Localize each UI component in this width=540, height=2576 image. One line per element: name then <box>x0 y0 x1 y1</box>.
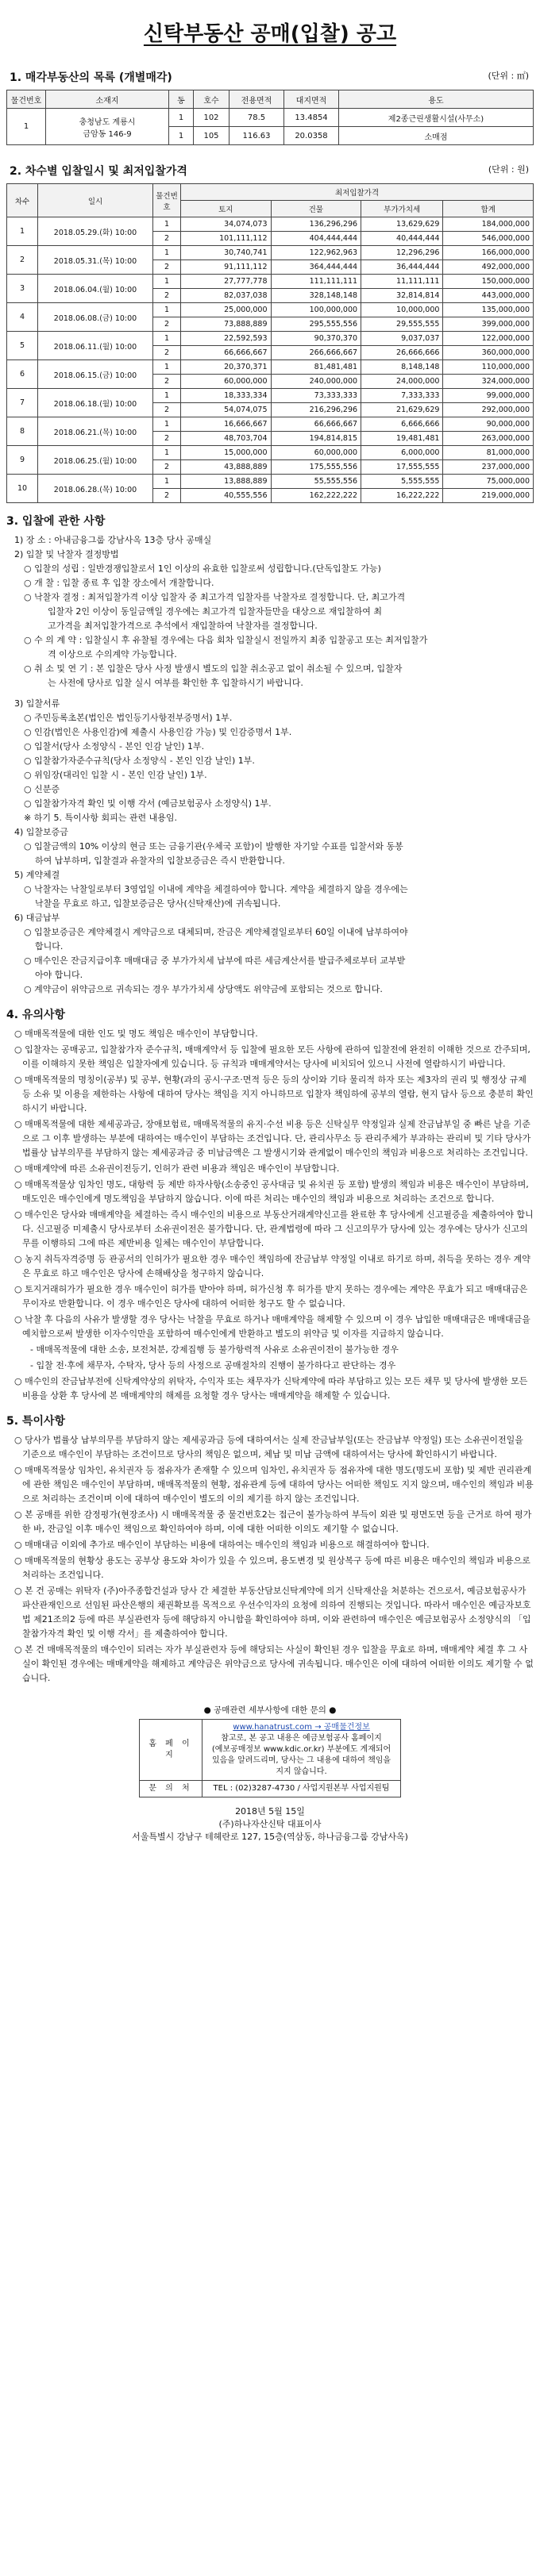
contact-info: TEL : (02)3287-4730 / 사업지원본부 사업지원팀 <box>202 1781 401 1797</box>
round-date: 2018.06.28.(목) 10:00 <box>38 475 153 503</box>
price-cell: 136,296,296 <box>271 217 361 232</box>
price-cell: 324,000,000 <box>443 375 534 389</box>
section5-heading: 5. 특이사항 <box>6 1415 66 1428</box>
price-cell: 216,296,296 <box>271 403 361 417</box>
round-no: 1 <box>7 217 38 246</box>
section3-line: 1) 장 소 : 아내금융그룹 강남사옥 13층 당사 공매실 <box>14 535 212 545</box>
section3-line: 2) 입찰 및 낙찰자 결정방법 <box>14 549 119 559</box>
unit-no: 2 <box>153 375 181 389</box>
unit-no: 1 <box>153 475 181 489</box>
price-cell: 18,333,334 <box>181 389 272 403</box>
section4-line: ○ 매수인은 당사와 매매계약을 체결하는 즉시 매수인의 비용으로 부동산거래계약신고를 완료한 후 당사에게 신고필증을 제출하여야 합니다. 신고필증 미제출시 당사로부터 소유권이전은 불가합니다. 단, 관계법령에 따라 그 신고의무가 당사에 있는 경우에는 당사가 신고의무를 이행하되 그에 따른 제반비용 일체는 매수인이 부담합니다. <box>14 1209 534 1248</box>
property-use: 소매점 <box>339 127 534 145</box>
property-ho: 102 <box>194 109 230 127</box>
section3-line: ○ 매수인은 잔금지급이후 매매대금 중 부가가치세 납부에 따른 세금계산서를 발급주체로부터 교부받 <box>24 955 406 966</box>
section4-line: - 입찰 전·후에 채무자, 수탁자, 당사 등의 사정으로 공매절차의 진행이 불가하다고 판단하는 경우 <box>30 1360 396 1371</box>
price-cell: 7,333,333 <box>361 389 443 403</box>
price-cell: 54,074,075 <box>181 403 272 417</box>
round-date: 2018.06.04.(월) 10:00 <box>38 275 153 303</box>
footer-company: (주)하나자산신탁 대표이사 <box>218 1819 322 1829</box>
section4-line: ○ 매수인의 잔금납부전에 신탁계약상의 위탁자, 수익자 또는 채무자가 신탁계약에 따라 부담하고 있는 모든 채무 및 당사에 발생한 모든 비용을 상환 후 당사에 본 매매계약의 해제를 요청할 경우 당사는 매매계약을 해제할 수 있습니다. <box>14 1376 528 1401</box>
price-cell: 75,000,000 <box>443 475 534 489</box>
property-row <box>7 109 534 127</box>
price-cell: 6,000,000 <box>361 446 443 460</box>
homepage-note: 있음을 알려드리며, 당사는 그 내용에 대하여 책임을 <box>211 1756 392 1765</box>
round-no: 10 <box>7 475 38 503</box>
price-cell: 73,333,333 <box>271 389 361 403</box>
property-dong: 1 <box>169 109 194 127</box>
price-cell: 194,814,815 <box>271 432 361 446</box>
unit-no: 1 <box>153 332 181 346</box>
section3-line: ○ 개 찰 : 입찰 종료 후 입찰 장소에서 개찰합니다. <box>24 578 214 588</box>
section4-line: ○ 매매목적물상 임차인 명도, 대항력 등 제반 하자사항(소송중인 공사대금 및 유치권 등 포함) 발생의 책임과 비용은 매수인이 부담하며, 매도인은 매수인에게 명도책임을 부담하지 않습니다. 이에 따른 처리는 매수인의 책임과 비용으로 처리하는 조건으로 합니다. <box>14 1179 529 1204</box>
section4-heading: 4. 유의사항 <box>6 1009 66 1021</box>
price-cell: 443,000,000 <box>443 289 534 303</box>
price-cell: 175,555,556 <box>271 460 361 475</box>
section3-line: 4) 입찰보증금 <box>14 827 68 837</box>
col-unit: 물건번호 <box>153 184 181 217</box>
section3-line: ○ 입찰서(당사 소정양식 - 본인 인감 날인) 1부. <box>24 741 205 752</box>
round-no: 9 <box>7 446 38 475</box>
section4-line: ○ 낙찰 후 다음의 사유가 발생할 경우 당사는 낙찰을 무효로 하거나 매매계약을 해제할 수 있으며 이 경우 납입한 매매대금은 매매대금을 예치함으로써 발생한 이자수익만을 포함하여 매수인에게 반환하고 별도의 위약금 및 이자를 지급하지 않습니다. <box>14 1314 530 1339</box>
section3-line: ○ 입찰의 성립 : 일반경쟁입찰로서 1인 이상의 유효한 입찰로써 성립합니다.(단독입찰도 가능) <box>24 563 381 574</box>
section3-line: ○ 입찰참가자격 확인 및 이행 각서 (예금보험공사 소정양식) 1부. <box>24 798 272 809</box>
price-cell: 219,000,000 <box>443 489 534 503</box>
price-cell: 81,000,000 <box>443 446 534 460</box>
property-area: 116.63 <box>230 127 284 145</box>
price-cell: 16,666,667 <box>181 417 272 432</box>
col-total: 합계 <box>443 201 534 217</box>
property-col-header: 용도 <box>339 90 534 109</box>
property-col-header: 물건번호 <box>7 90 46 109</box>
price-cell: 21,629,629 <box>361 403 443 417</box>
unit-no: 1 <box>153 446 181 460</box>
section5-line: ○ 당사가 법률상 납부의무를 부담하지 않는 제세공과금 등에 대하여서는 실제 잔금납부일(또는 잔금납부 약정일) 또는 소유권이전일을 기준으로 매수인이 부담하는 조건이므로 당사의 책임은 없으며, 체납 및 미납 금액에 대하여서는 당사에 확인하시기 바랍니다. <box>14 1435 523 1459</box>
round-no: 6 <box>7 360 38 389</box>
price-cell: 162,222,222 <box>271 489 361 503</box>
round-no: 2 <box>7 246 38 275</box>
col-building: 건물 <box>271 201 361 217</box>
section5 <box>6 1414 534 1686</box>
price-cell: 73,888,889 <box>181 317 272 332</box>
unit-no: 1 <box>153 246 181 260</box>
price-cell: 295,555,556 <box>271 317 361 332</box>
section4-line: ○ 토지거래허가가 필요한 경우 매수인이 허가를 받아야 하며, 허가신청 후 허가를 받지 못하는 경우에는 계약은 무효가 되고 매매대금은 무이자로 반환합니다. 이 경우 매수인은 당사에 대하여 어떠한 청구도 할 수 없습니다. <box>14 1284 528 1309</box>
section4-line: - 매매목적물에 대한 소송, 보전처분, 강제집행 등 불가항력적 사유로 소유권이전이 불가능한 경우 <box>30 1344 399 1355</box>
price-cell: 100,000,000 <box>271 303 361 317</box>
price-cell: 266,666,667 <box>271 346 361 360</box>
section5-line: ○ 본 건 매매목적물의 매수인이 되려는 자가 부실관련자 등에 해당되는 사실이 확인된 경우 입찰을 무효로 하며, 매매계약 체결 후 그 사실이 확인된 경우에는 매매계약을 해제하고 계약금은 위약금으로 당사에 귀속됩니다. 매수인은 이에 대하여 어떠한 이의도 제기할 수 없습니다. <box>14 1644 534 1683</box>
col-vat: 부가가치세 <box>361 201 443 217</box>
unit-no: 1 <box>153 417 181 432</box>
price-cell: 9,037,037 <box>361 332 443 346</box>
price-cell: 166,000,000 <box>443 246 534 260</box>
schedule-row <box>7 360 534 375</box>
property-col-header: 전용면적 <box>230 90 284 109</box>
col-round: 차수 <box>7 184 38 217</box>
section3-line: ※ 하기 5. 특이사항 회피는 관련 내용임. <box>24 813 177 823</box>
section4 <box>6 1008 534 1403</box>
homepage-note: (예보공매정보 www.kdic.or.kr) 부분에도 게재되어 <box>211 1745 392 1754</box>
schedule-row <box>7 389 534 403</box>
price-cell: 26,666,666 <box>361 346 443 360</box>
price-cell: 99,000,000 <box>443 389 534 403</box>
section3-line: ○ 낙찰자 결정 : 최저입찰가격 이상 입찰자 중 최고가격 입찰자를 낙찰자로 결정합니다. 단, 최고가격 <box>24 592 406 602</box>
price-cell: 240,000,000 <box>271 375 361 389</box>
section3-line: ○ 계약금이 위약금으로 귀속되는 경우 부가가치세 상당액도 위약금에 포함되는 것으로 합니다. <box>24 984 383 994</box>
footer <box>6 1805 534 1844</box>
price-cell: 90,370,370 <box>271 332 361 346</box>
unit-no: 1 <box>153 389 181 403</box>
price-cell: 5,555,555 <box>361 475 443 489</box>
price-cell: 19,481,481 <box>361 432 443 446</box>
price-cell: 237,000,000 <box>443 460 534 475</box>
property-no: 1 <box>7 109 46 145</box>
property-use: 제2종근린생활시설(사무소) <box>339 109 534 127</box>
round-no: 4 <box>7 303 38 332</box>
unit-no: 2 <box>153 460 181 475</box>
section3-line: ○ 수 의 계 약 : 입찰실시 후 유찰될 경우에는 다음 회차 입찰실시 전일까지 최종 입찰공고 또는 최저입찰가 <box>24 635 428 645</box>
price-cell: 34,074,073 <box>181 217 272 232</box>
price-cell: 404,444,444 <box>271 232 361 246</box>
price-cell: 11,111,111 <box>361 275 443 289</box>
round-no: 5 <box>7 332 38 360</box>
round-date: 2018.06.21.(목) 10:00 <box>38 417 153 446</box>
section3 <box>6 514 534 997</box>
round-no: 7 <box>7 389 38 417</box>
price-cell: 90,000,000 <box>443 417 534 432</box>
section3-line: ○ 입찰보증금은 계약체결시 계약금으로 대체되며, 잔금은 계약체결일로부터 60일 이내에 납부하여야 <box>24 927 408 937</box>
section3-line: 3) 입찰서류 <box>14 698 60 709</box>
section3-line: 아야 합니다. <box>35 970 83 980</box>
inquiry-table <box>139 1719 401 1797</box>
unit-no: 2 <box>153 232 181 246</box>
section3-line: 5) 계약체결 <box>14 870 60 880</box>
section3-line: 격 이상으로 수의계약 가능합니다. <box>48 649 177 659</box>
col-min-price: 최저입찰가격 <box>181 184 534 201</box>
round-no: 8 <box>7 417 38 446</box>
round-date: 2018.06.18.(월) 10:00 <box>38 389 153 417</box>
property-table <box>6 90 534 145</box>
price-cell: 29,555,555 <box>361 317 443 332</box>
section2-heading: 2. 차수별 입찰일시 및 최저입찰가격 (단위 : 원) <box>10 164 529 178</box>
homepage-info <box>202 1720 401 1781</box>
price-cell: 328,148,148 <box>271 289 361 303</box>
section5-line: ○ 본 건 공매는 위탁자 (주)아주종합건설과 당사 간 체결한 부동산담보신탁계약에 의거 신탁재산을 처분하는 건으로서, 예금보험공사가 파산관재인으로 선임된 파산은행의 채권확보를 목적으로 우선수익자의 요청에 의하여 진행되는 것입니다. 따라서 매수인은 예금자보호법 제21조의2 등에 따른 부실관련자 등에 해당하지 아니함을 확인하여야 하며, 이와 관련하여 매수인은 예금보험공사 소정양식의 「입찰참가자격 확인 및 이행 각서」를 제출하여야 합니다. <box>14 1586 531 1639</box>
schedule-row <box>7 446 534 460</box>
property-col-header: 소재지 <box>46 90 169 109</box>
unit-no: 2 <box>153 403 181 417</box>
price-cell: 492,000,000 <box>443 260 534 275</box>
price-cell: 60,000,000 <box>181 375 272 389</box>
section3-line: ○ 신분증 <box>24 784 60 794</box>
price-cell: 364,444,444 <box>271 260 361 275</box>
col-date: 일시 <box>38 184 153 217</box>
price-cell: 82,037,038 <box>181 289 272 303</box>
section1-heading: 1. 매각부동산의 목록 (개별매각) (단위 : ㎡) <box>10 71 529 84</box>
price-cell: 135,000,000 <box>443 303 534 317</box>
inquiry-title: ● 공매관련 세부사항에 대한 문의 ● <box>203 1705 337 1715</box>
section4-line: ○ 매매목적물에 대한 제세공과금, 장애보험료, 매매목적물의 유지·수선 비용 등은 신탁실무 약정일과 실제 잔금납부일 중 빠른 날을 기준으로 그 이후 발생하는 부분에 대하여는 매수인이 부담하는 조건입니다. 단, 관리사무소 등 관리주체가 부과하는 관리비 및 기타 당사가 법률상 납부의무를 부담하지 않는 제세공과금 중 미납금액은 그 발생시기와 관계없이 매수인의 책임과 비용으로 처리하는 조건입니다. <box>14 1119 531 1158</box>
round-date: 2018.06.11.(월) 10:00 <box>38 332 153 360</box>
price-cell: 111,111,111 <box>271 275 361 289</box>
price-cell: 546,000,000 <box>443 232 534 246</box>
price-cell: 101,111,112 <box>181 232 272 246</box>
property-address <box>46 109 169 145</box>
price-cell: 17,555,555 <box>361 460 443 475</box>
price-cell: 24,000,000 <box>361 375 443 389</box>
price-cell: 122,962,963 <box>271 246 361 260</box>
price-cell: 13,888,889 <box>181 475 272 489</box>
unit-area-label: (단위 : ㎡) <box>488 71 529 81</box>
section3-line: 고가격을 최저입찰가격으로 추석에서 재입찰하여 낙찰자를 결정합니다. <box>48 621 318 631</box>
bid-schedule-table <box>6 183 534 503</box>
price-cell: 32,814,814 <box>361 289 443 303</box>
section3-line: 입찰자 2인 이상이 동일금액일 경우에는 최고가격 입찰자들만을 대상으로 재입찰하여 최 <box>48 606 383 617</box>
section3-line: 하여 납부하며, 입찰결과 유찰자의 입찰보증금은 즉시 반환합니다. <box>35 855 285 866</box>
homepage-note: 참고로, 본 공고 내용은 예금보험공사 홈페이지 <box>221 1734 382 1743</box>
price-cell: 22,592,593 <box>181 332 272 346</box>
price-cell: 60,000,000 <box>271 446 361 460</box>
section5-line: ○ 매매목적물상 임차인, 유치권자 등 점유자가 존재할 수 있으며 임차인, 유치권자 등 점유자에 대한 명도(명도비 포함) 및 제반 권리관계에 관한 책임은 매수인이 부담하며, 매매목적물의 현황, 점유관계 등에 대하여 당사는 어떠한 책임도 지지 않으며, 매수인의 책임과 비용으로 처리하는 조건이며 이에 대하여 매수인이 별도의 이의 제기를 하지 않는 조건입니다. <box>14 1465 534 1504</box>
property-col-header: 동 <box>169 90 194 109</box>
section3-line: 는 사전에 당사로 입찰 실시 여부를 확인한 후 입찰하시기 바랍니다. <box>48 678 303 688</box>
unit-no: 1 <box>153 360 181 375</box>
price-cell: 48,703,704 <box>181 432 272 446</box>
section4-line: ○ 입찰자는 공매공고, 입찰참가자 준수규칙, 매매계약서 등 입찰에 필요한 모든 사항에 관하여 입찰전에 완전히 이해한 것으로 간주되며, 이를 이해하지 못한 책임은 입찰자에게 있습니다. 등 규칙과 매매계약서는 당사에 비치되어 있으니 사전에 열람하시기 바랍니다. <box>14 1044 530 1069</box>
section3-line: 낙찰을 무효로 하고, 입찰보증금은 당사(신탁재산)에 귀속됩니다. <box>35 898 281 909</box>
section3-line: 6) 대금납부 <box>14 913 60 923</box>
property-dong: 1 <box>169 127 194 145</box>
unit-no: 2 <box>153 346 181 360</box>
unit-no: 2 <box>153 317 181 332</box>
round-date: 2018.06.08.(금) 10:00 <box>38 303 153 332</box>
col-land: 토지 <box>181 201 272 217</box>
round-date: 2018.06.25.(월) 10:00 <box>38 446 153 475</box>
section3-line: 합니다. <box>35 941 64 952</box>
price-cell: 12,296,296 <box>361 246 443 260</box>
homepage-label: 홈 페 이 지 <box>140 1720 202 1781</box>
schedule-row <box>7 275 534 289</box>
price-cell: 27,777,778 <box>181 275 272 289</box>
price-cell: 30,740,741 <box>181 246 272 260</box>
contact-label: 문 의 처 <box>140 1781 202 1797</box>
section5-line: ○ 매매목적물의 현황상 용도는 공부상 용도와 차이가 있을 수 있으며, 용도변경 및 원상복구 등에 따른 비용은 매수인의 책임과 비용으로 처리하는 조건입니다. <box>14 1555 530 1580</box>
section3-heading: 3. 입찰에 관한 사항 <box>6 515 106 528</box>
price-cell: 150,000,000 <box>443 275 534 289</box>
price-cell: 360,000,000 <box>443 346 534 360</box>
price-cell: 66,666,667 <box>271 417 361 432</box>
section4-line: ○ 매매목적물의 명칭이(공부) 및 공부, 현황(과의 공시·구조·면적 등은 등의 상이와 기타 물리적 하자 또는 제3자의 권리 및 행정상 규제 등 소유 및 이용을 제한하는 사항에 대하여 당사는 책임을 지지 아니하므로 입찰자 책임하에 공부의 열람, 현지 답사 등으로 충분히 확인하시기 바랍니다. <box>14 1075 534 1113</box>
price-cell: 25,000,000 <box>181 303 272 317</box>
unit-no: 1 <box>153 303 181 317</box>
price-cell: 15,000,000 <box>181 446 272 460</box>
section3-line: ○ 취 소 및 연 기 : 본 입찰은 당사 사정 발생시 별도의 입찰 취소공고 없이 취소될 수 있으며, 입찰자 <box>24 663 403 674</box>
section5-line: ○ 매매대금 이외에 추가로 매수인이 부담하는 비용에 대하여는 매수인의 책임과 비용으로 해결하여야 합니다. <box>14 1540 430 1550</box>
price-cell: 81,481,481 <box>271 360 361 375</box>
homepage-link[interactable]: www.hanatrust.com → 공매물건정보 <box>233 1723 370 1732</box>
price-cell: 36,444,444 <box>361 260 443 275</box>
round-date: 2018.05.29.(화) 10:00 <box>38 217 153 246</box>
price-cell: 40,444,444 <box>361 232 443 246</box>
homepage-note: 지지 않습니다. <box>276 1767 327 1776</box>
price-cell: 20,370,371 <box>181 360 272 375</box>
inquiry-box <box>139 1705 401 1797</box>
price-cell: 8,148,148 <box>361 360 443 375</box>
price-cell: 16,222,222 <box>361 489 443 503</box>
price-cell: 292,000,000 <box>443 403 534 417</box>
address-line: 충청남도 계룡시 <box>79 117 136 127</box>
section3-line: ○ 주민등록초본(법인은 법인등기사항전부증명서) 1부. <box>24 713 233 723</box>
page-title: 신탁부동산 공매(입찰) 공고 <box>143 22 397 46</box>
section4-line: ○ 매매계약에 따른 소유권이전등기, 인허가 관련 비용과 책임은 매수인이 부담합니다. <box>14 1163 340 1174</box>
unit-no: 2 <box>153 432 181 446</box>
round-no: 3 <box>7 275 38 303</box>
unit-no: 2 <box>153 289 181 303</box>
footer-date: 2018년 5월 15일 <box>235 1806 305 1817</box>
property-land: 20.0358 <box>284 127 339 145</box>
price-cell: 399,000,000 <box>443 317 534 332</box>
schedule-row <box>7 246 534 260</box>
property-area: 78.5 <box>230 109 284 127</box>
price-cell: 13,629,629 <box>361 217 443 232</box>
price-cell: 91,111,112 <box>181 260 272 275</box>
schedule-row <box>7 475 534 489</box>
property-land: 13.4854 <box>284 109 339 127</box>
unit-no: 1 <box>153 275 181 289</box>
property-ho: 105 <box>194 127 230 145</box>
schedule-row <box>7 417 534 432</box>
unit-no: 1 <box>153 217 181 232</box>
price-cell: 6,666,666 <box>361 417 443 432</box>
section5-line: ○ 본 공매를 위한 감정평가(현장조사) 시 매매목적물 중 물건번호2는 접근이 불가능하여 부득이 외관 및 평면도면 등을 근거로 하여 평가한 바, 잔금일 이후 매수인 책임으로 확인하여야 하며, 이에 대한 어떠한 이의도 제기할 수 없습니다. <box>14 1509 532 1534</box>
price-cell: 10,000,000 <box>361 303 443 317</box>
schedule-row <box>7 332 534 346</box>
footer-address: 서울특별시 강남구 테헤란로 127, 15층(역삼동, 하나금융그룹 강남사옥) <box>132 1832 408 1842</box>
section3-line: ○ 위임장(대리인 입찰 시 - 본인 인감 날인) 1부. <box>24 770 207 780</box>
price-cell: 40,555,556 <box>181 489 272 503</box>
section3-line: ○ 입찰참가자준수규칙(당사 소정양식 - 본인 인감 날인) 1부. <box>24 755 255 766</box>
section3-line: ○ 낙찰자는 낙찰일로부터 3영업일 이내에 계약을 체결하여야 합니다. 계약을 체결하지 않을 경우에는 <box>24 884 408 894</box>
round-date: 2018.05.31.(목) 10:00 <box>38 246 153 275</box>
price-cell: 66,666,667 <box>181 346 272 360</box>
property-col-header: 대지면적 <box>284 90 339 109</box>
section4-line: ○ 농지 취득자격증명 등 관공서의 인허가가 필요한 경우 매수인 책임하에 잔금납부 약정일 이내로 하기로 하며, 취득을 못하는 경우 계약은 무효로 하고 매수인은 당사에 손해배상을 청구하지 않습니다. <box>14 1254 530 1278</box>
price-cell: 43,888,889 <box>181 460 272 475</box>
section3-line: ○ 인감(법인은 사용인감)에 제출시 사용인감 가능) 및 인감증명서 1부. <box>24 727 292 737</box>
unit-no: 2 <box>153 260 181 275</box>
section3-line: ○ 입찰금액의 10% 이상의 현금 또는 금융기관(우체국 포함)이 발행한 자기앞 수표를 입찰서와 동봉 <box>24 841 403 852</box>
price-cell: 110,000,000 <box>443 360 534 375</box>
spacer <box>6 690 534 697</box>
schedule-row <box>7 217 534 232</box>
round-date: 2018.06.15.(금) 10:00 <box>38 360 153 389</box>
unit-money-label: (단위 : 원) <box>488 164 529 175</box>
property-col-header: 호수 <box>194 90 230 109</box>
section4-line: ○ 매매목적물에 대한 인도 및 명도 책임은 매수인이 부담합니다. <box>14 1028 258 1039</box>
price-cell: 184,000,000 <box>443 217 534 232</box>
price-cell: 55,555,556 <box>271 475 361 489</box>
address-line: 금암동 146-9 <box>83 129 132 139</box>
unit-no: 2 <box>153 489 181 503</box>
price-cell: 122,000,000 <box>443 332 534 346</box>
schedule-row <box>7 303 534 317</box>
price-cell: 263,000,000 <box>443 432 534 446</box>
